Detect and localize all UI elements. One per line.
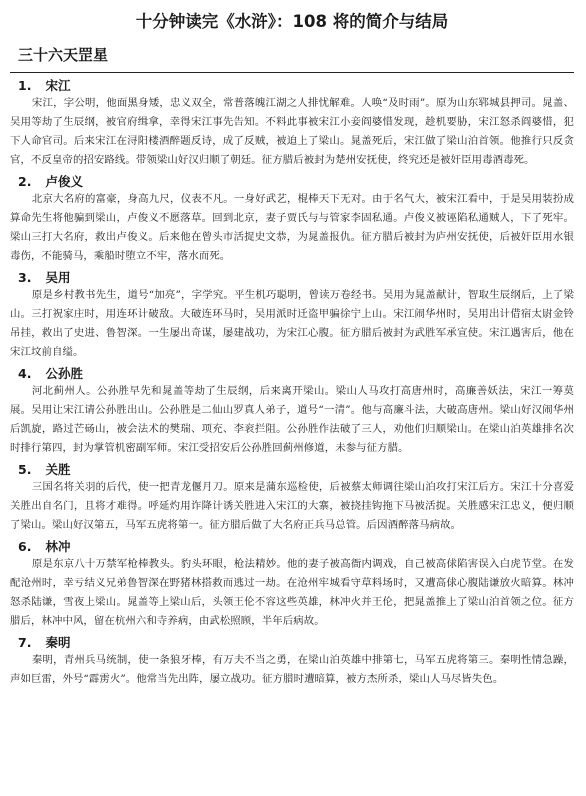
entry-number: 6.: [18, 539, 32, 554]
entry-text: 原是东京八十万禁军枪棒教头。豹头环眼，枪法精妙。他的妻子被高衙内调戏，自己被高俅陷害误入白虎节堂。在发配沧州时，幸亏结义兄弟鲁智深在野猪林搭救而逃过一劫。在沧州牢城看守草料场时，又遭高俅心腹陆谦放火暗算。林冲怒杀陆谦，雪夜上梁山。晁盖等上梁山后，头领王伦不容这些英雄，林冲火并王伦，把晁盖推上了梁山泊首领之位。征方腊后，林冲中风，留在杭州六和寺养病，由武松照顾，半年后病故。: [10, 558, 574, 627]
entry-item: [10, 461, 574, 535]
entry-name: 吴用: [45, 270, 71, 285]
entry-item: [10, 634, 574, 689]
entry-title: [18, 269, 574, 286]
entry-name: 林冲: [45, 539, 71, 554]
entry-item: [10, 77, 574, 170]
section-heading: 三十六天罡星: [18, 46, 109, 64]
entry-title: [18, 538, 574, 555]
entry-item: [10, 538, 574, 631]
entry-title: [18, 77, 574, 94]
entry-number: 7.: [18, 635, 32, 650]
entry-title: [18, 461, 574, 478]
entry-text: 原是乡村教书先生，道号“加亮”，字学究。平生机巧聪明，曾读万卷经书。吴用为晁盖献计，智取生辰纲后，上了梁山。三打祝家庄时，用连环计破敌。大破连环马时，吴用派时迁盗甲骗徐宁上山。宋江闹华州时，吴用出计借宿太尉金铃吊挂，救出了史进、鲁智深。一生屡出奇谋，屡建战功，为宋江心腹。征方腊后被封为武胜军承宣使。宋江遇害后，他在宋江坟前自缢。: [10, 289, 574, 358]
entry-number: 3.: [18, 270, 32, 285]
entry-item: [10, 269, 574, 362]
entry-text: 北京大名府的富豪，身高九尺，仪表不凡。一身好武艺，棍棒天下无对。由于名气大，被宋江看中，于是吴用装扮成算命先生将他骗到梁山，卢俊义不愿落草。回到北京，妻子贾氏与与管家李固私通。卢俊义被诬陷私通贼人，下了死牢。梁山三打大名府，救出卢俊义。后来他在曾头市活捉史文恭，为晁盖报仇。征方腊后被封为庐州安抚使，后被奸臣用水银毒伤，不能骑马，乘船时堕立不牢，落水而死。: [10, 193, 574, 262]
entry-name: 关胜: [45, 462, 71, 477]
entry-title: [18, 365, 574, 382]
document-title: 十分钟读完《水浒》：108 将的简介与结局: [135, 12, 449, 31]
entry-number: 2.: [18, 174, 32, 189]
entry-name: 秦明: [45, 635, 71, 650]
entry-title: [18, 173, 574, 190]
entry-item: [10, 173, 574, 266]
entry-text: 秦明，青州兵马统制，使一条狼牙棒，有万夫不当之勇，在梁山泊英雄中排第七，马军五虎将第三。秦明性情急躁，声如巨雷，外号“霹雳火”。他常当先出阵，屡立战功。征方腊时遭暗算，被方杰所杀，梁山人马尽皆失色。: [10, 654, 574, 685]
entry-number: 1.: [18, 78, 32, 93]
entry-number: 4.: [18, 366, 32, 381]
section-divider: [10, 72, 574, 73]
entry-name: 公孙胜: [45, 366, 83, 381]
entry-title: [18, 634, 574, 651]
entry-name: 卢俊义: [45, 174, 83, 189]
entry-text: 宋江，字公明，他面黑身矮，忠义双全，常普落魄江湖之人排忧解难。人唤“及时雨”。原为山东郓城县押司。晁盖、吴用等劫了生辰纲，被官府缉拿，幸得宋江事先告知。不料此事被宋江小妾阎婆惜发现，趁机要胁，宋江怒杀阎婆惜，犯下人命官司。后来宋江在浔阳楼酒醉题反诗，成了反贼，被迫上了梁山。晁盖死后，宋江做了梁山泊首领。他推行只反贪官，不反皇帝的招安路线。带领梁山好汉归顺了朝廷。征方腊后被封为楚州安抚使，终究还是被奸臣用毒酒毒死。: [10, 97, 574, 166]
entry-text: 三国名将关羽的后代，使一把青龙偃月刀。原来是蒲东巡检使，后被蔡太师调往梁山泊攻打宋江后方。宋江十分喜爱关胜出自名门，且将才难得。呼延灼用诈降计诱关胜进入宋江的大寨，被挠挂钩拖下马被活捉。关胜感宋江忠义，便归顺了梁山。梁山好汉第五，马军五虎将第一。征方腊后做了大名府正兵马总管。后因酒醉落马病故。: [10, 481, 574, 531]
entry-number: 5.: [18, 462, 32, 477]
entry-name: 宋江: [45, 78, 71, 93]
entry-text: 河北蓟州人。公孙胜早先和晁盖等劫了生辰纲，后来离开梁山。梁山人马攻打高唐州时，高廉善妖法，宋江一筹莫展。吴用让宋江请公孙胜出山。公孙胜是二仙山罗真人弟子，道号“一清”。他与高廉斗法，大破高唐州。梁山好汉闹华州后凯旋，路过芒砀山，被会法术的樊瑞、项充、李衮拦阻。公孙胜作法破了三人，劝他们归顺梁山。在梁山泊英雄排名次时排行第四，封为掌管机密副军师。宋江受招安后公孙胜回蓟州修道，未参与征方腊。: [10, 385, 574, 454]
entry-item: [10, 365, 574, 458]
entry-list: [10, 77, 574, 689]
